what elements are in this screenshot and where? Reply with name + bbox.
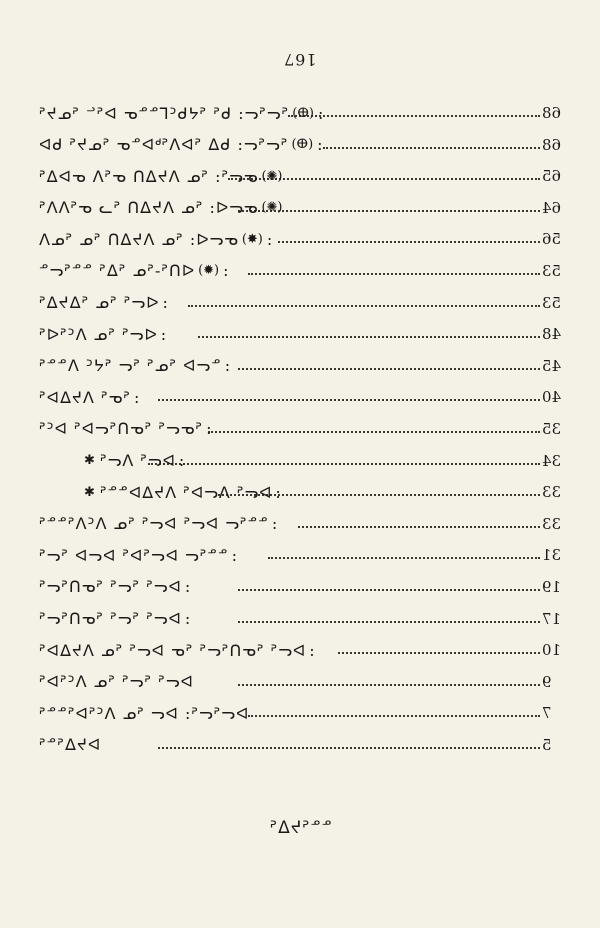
entry-text: ᐊᓕᕐ ᕐᓇ ᐱᑦᕐᐊᕐ <box>38 324 157 344</box>
dot-leader <box>248 273 540 275</box>
entry-title <box>38 734 100 756</box>
entry-title <box>38 197 283 219</box>
toc-row <box>38 570 570 602</box>
entry-colon: : <box>160 324 167 344</box>
toc-row <box>38 538 570 570</box>
entry-text: ᕐᓂᓕᕐ ᕐᓂᑎᕐᓕᐅᕐ ᐅᑦᕐ <box>38 419 203 439</box>
toc-row <box>38 96 570 128</box>
entry-page-number: 5 <box>542 735 552 754</box>
entry-colon: : <box>317 103 324 123</box>
entry-colon: : <box>317 135 323 155</box>
entry-colon: : <box>309 640 315 660</box>
entry-text: ᐅᓕᕐ ᕐᓕᕐ ᕐᓇ ᐱᑦᕐᐅᕐ <box>38 672 193 692</box>
entry-text: ᐅᓕᕐ ᕐᓕᕐ ᕐᓂᑎᕐᓕᕐ <box>38 577 181 597</box>
footer-heading: ᓐᓐᕐᔭᐃᕐ <box>268 818 332 838</box>
dot-leader <box>158 747 540 749</box>
entry-text: ᕐᓕᕐᓕ: ᑲᐃ ᕐᐅᐱᖅᐅᓐᓂ ᕐᓇᔭᕐ ᑲᐅ <box>38 135 288 155</box>
toc-row <box>38 380 570 412</box>
toc-row <box>38 444 570 476</box>
entry-title <box>38 576 190 598</box>
entry-page-number: 7 <box>542 704 552 723</box>
page-number: 167 <box>283 50 317 69</box>
entry-page-number: 68 <box>542 135 562 154</box>
entry-title <box>38 323 166 345</box>
toc-row <box>38 349 570 381</box>
dot-leader <box>268 557 540 559</box>
entry-page-number: 17 <box>542 609 562 628</box>
dot-leader <box>238 684 540 686</box>
entry-title <box>38 228 272 250</box>
entry-title <box>38 260 229 282</box>
toc-row <box>38 128 570 160</box>
entry-colon: : <box>178 451 185 471</box>
entry-colon: : <box>162 293 168 313</box>
entry-text: ᓐᓐᕐᓕ ᐅᓕᕐ ᐅᓕᕐ ᕐᓇ ᐱᑦᐱᕐᓐᓐᕐ <box>38 514 268 534</box>
entry-title <box>38 639 315 661</box>
entry-page-number: 34 <box>542 451 562 470</box>
entry-text: ᐅᓕᕐ ᐱᓕᐅᕐ ᐱᔭᐃᐅᓐᓐᕐ <box>98 482 272 502</box>
toc-row <box>38 254 570 286</box>
entry-title <box>38 513 277 535</box>
entry-text: ᓂᓕᐊ: ᕐᓇ ᐱᔭᐃᑎ ᕐᓇ ᕐᓇᐱ <box>38 229 238 249</box>
entry-colon: : <box>223 261 229 281</box>
dot-leader <box>238 621 540 623</box>
entry-colon: : <box>231 545 238 565</box>
entry-page-number: 31 <box>542 546 562 565</box>
dot-leader <box>288 115 540 117</box>
toc-row <box>38 286 570 318</box>
entry-title <box>38 355 230 377</box>
dot-leader <box>208 431 540 433</box>
entry-text: ᐅᓕᕐ ᕐᓂᑎᕐᓕᕐ ᕐᓂ ᐅᓕᕐ ᕐᓇ ᐱᔭᐃᐅᕐ <box>38 640 306 660</box>
toc-row <box>38 475 570 507</box>
entry-colon: : <box>275 482 281 502</box>
table-of-contents <box>38 96 570 759</box>
entry-title <box>38 292 168 314</box>
toc-row <box>38 696 570 728</box>
entry-text: ᐅᓕᕐ ᕐᓕᕐ ᕐᓂᑎᕐᓕᕐ <box>38 609 181 628</box>
entry-title <box>38 702 248 724</box>
entry-colon: : <box>224 356 231 376</box>
entry-text: ᐊᑎᕐ-ᕐᓇ ᕐᐃᕐ ᓐᓐᕐᓕᓐ <box>38 261 195 281</box>
entry-page-number: 33 <box>542 514 562 533</box>
entry-title <box>84 450 184 472</box>
entry-colon: : <box>134 387 140 407</box>
entry-text: ᐅᓕᕐᓕᕐ: ᐅᓕ ᕐᓇ ᐱᑦᕐᐅᕐᓐᓐᕐ <box>38 703 249 723</box>
toc-row <box>38 317 570 349</box>
entry-title <box>38 165 283 187</box>
toc-row <box>38 159 570 191</box>
emblem-icon: (✹) <box>198 263 220 279</box>
entry-title <box>38 671 193 693</box>
entry-text: ᓐᓐᕐᓕ ᐅᓕᕐᐅᕐ ᐅᓕᐅ ᕐᓕᕐ <box>38 545 228 565</box>
dot-leader <box>158 399 540 401</box>
entry-colon: : <box>206 419 212 439</box>
entry-title <box>38 102 323 124</box>
entry-text: ᓂᓕᕐ: ᕐᓇ ᐱᔭᐃᑎ ᓂᕐᐱ ᓂᐅᐃᕐ <box>38 166 258 186</box>
entry-colon: : <box>184 609 191 628</box>
entry-page-number: 33 <box>542 483 562 502</box>
emblem-icon: (✸) <box>241 231 263 247</box>
entry-page-number: 45 <box>542 356 562 375</box>
toc-row <box>38 412 570 444</box>
dot-leader <box>148 463 540 465</box>
entry-text: ᐅᓕᕐ ᐱᓕᕐ <box>98 451 175 471</box>
entry-text: ᓂᓕᐊ: ᕐᓇ ᐱᔭᐃᑎ ᕐᓗ ᓂᕐᐱᐱᕐ <box>38 198 258 218</box>
toc-row <box>38 191 570 223</box>
entry-page-number: 64 <box>542 198 562 217</box>
entry-title <box>38 608 190 630</box>
entry-page-number: 10 <box>542 641 562 660</box>
entry-page-number: 48 <box>542 325 562 344</box>
entry-page-number: 65 <box>542 167 562 186</box>
entry-title <box>38 386 139 408</box>
dot-leader <box>338 652 540 654</box>
dot-leader <box>248 715 540 717</box>
entry-title <box>84 481 281 503</box>
dot-leader <box>238 589 540 591</box>
asterisk-mark: ✱ <box>84 484 95 500</box>
entry-page-number: 19 <box>542 577 562 596</box>
entry-title <box>38 418 212 440</box>
toc-row <box>38 728 570 760</box>
dot-leader <box>198 336 540 338</box>
entry-text: ᕐᓕᕐᓕ: ᑲᕐ ᕐᔪᑲᑦᒥᓐᓐᓂ ᐅᕐᓪ ᕐᓇᔭᕐ <box>38 103 289 123</box>
entry-page-number: 53 <box>542 261 562 280</box>
dot-leader <box>323 147 540 149</box>
entry-text: ᐅᔭᐃᕐᓐᕐ <box>38 735 101 755</box>
asterisk-mark: ✱ <box>84 453 95 469</box>
entry-colon: : <box>184 577 191 597</box>
toc-row <box>38 665 570 697</box>
dot-leader <box>278 241 540 243</box>
emblem-icon: (✺) <box>261 168 283 184</box>
entry-text: ᓐᓕᐅ ᕐᓇᕐ ᕐᓕ ᕐᔪᑦ ᐱᓐᓐᕐ <box>38 356 221 376</box>
emblem-icon: (✺) <box>261 200 283 216</box>
entry-page-number: 68 <box>542 104 562 122</box>
entry-page-number: 53 <box>542 293 562 312</box>
emblem-icon: (ⴲ) <box>292 105 314 121</box>
entry-page-number: 40 <box>542 388 562 407</box>
dot-leader <box>188 305 540 307</box>
entry-colon: : <box>271 514 278 534</box>
emblem-icon: (ⴲ) <box>291 137 314 153</box>
dot-leader <box>238 368 540 370</box>
entry-colon: : <box>266 229 273 249</box>
entry-text: ᕐᓂᕐ ᐱᔭᐃᐅᕐ <box>38 387 131 407</box>
entry-title <box>38 134 323 156</box>
dot-leader <box>298 526 540 528</box>
toc-row <box>38 633 570 665</box>
entry-title <box>38 544 237 566</box>
toc-row <box>38 507 570 539</box>
entry-page-number: 9 <box>542 672 552 691</box>
entry-text: ᐊᓕᕐ ᕐᓇ ᕐᐃᔭᐃᕐ <box>38 293 159 313</box>
entry-page-number: 35 <box>542 419 562 438</box>
toc-row <box>38 222 570 254</box>
entry-page-number: 56 <box>542 230 562 249</box>
toc-row <box>38 602 570 634</box>
dot-leader <box>238 210 540 212</box>
